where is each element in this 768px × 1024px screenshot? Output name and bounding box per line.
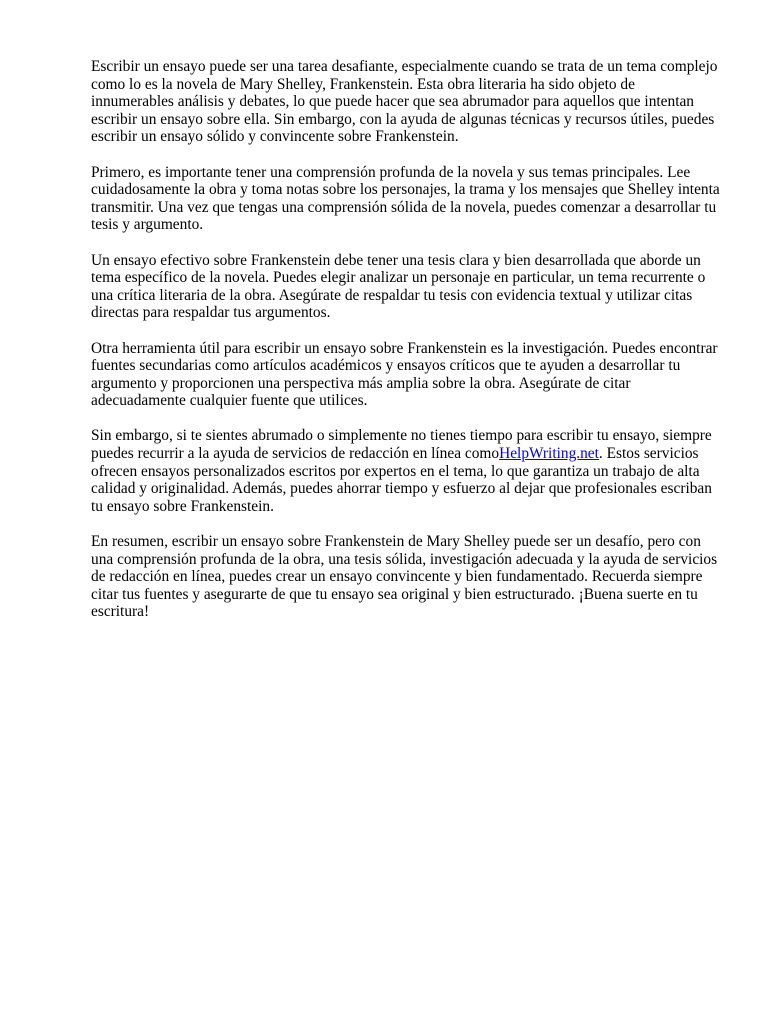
paragraph-3: Un ensayo efectivo sobre Frankenstein debe tener una tesis clara y bien desarrollada que aborde un tema específico de la novela. Puedes elegir analizar un personaje en particular, un tema recurrente o una crítica literaria de la obra. Asegúrate de respaldar tu tesis con evidencia textual y utilizar citas directas para respaldar tus argumentos. — [91, 251, 706, 322]
paragraph-4: Otra herramienta útil para escribir un ensayo sobre Frankenstein es la investigación. Puedes encontrar fuentes secundarias como artículos académicos y ensayos críticos que te ayuden a desarrollar tu argumento y proporcionen una perspectiva más amplia sobre la obra. Asegúrate de citar adecuadamente cualquier fuente que utilices. — [91, 339, 718, 410]
paragraph-5-text-after-link: . Estos servicios ofrecen ensayos personalizados escritos por expertos en el tema, lo que garantiza un trabajo de alta calidad y originalidad. Además, puedes ahorrar tiempo y esfuerzo al dejar que profesionales escriban tu ensayo sobre Frankenstein. — [91, 445, 712, 515]
helpwriting-link[interactable]: HelpWriting.net — [499, 445, 599, 463]
paragraph-5-text-before-link: Sin embargo, si te sientes abrumado o simplemente no tienes tiempo para escribir tu ensayo, siempre puedes recurrir a la ayuda de servicios de redacción en línea como — [91, 427, 712, 463]
paragraph-1: Escribir un ensayo puede ser una tarea desafiante, especialmente cuando se trata de un tema complejo como lo es la novela de Mary Shelley, Frankenstein. Esta obra literaria ha sido objeto de innumerables análisis y debates, lo que puede hacer que sea abrumador para aquellos que intentan escribir un ensayo sobre ella. Sin embargo, con la ayuda de algunas técnicas y recursos útiles, puedes escribir un ensayo sólido y convincente sobre Frankenstein. — [91, 58, 718, 146]
paragraph-5 — [91, 427, 720, 515]
paragraph-6: En resumen, escribir un ensayo sobre Frankenstein de Mary Shelley puede ser un desafío, pero con una comprensión profunda de la obra, una tesis sólida, investigación adecuada y la ayuda de servicios de redacción en línea, puedes crear un ensayo convincente y bien fundamentado. Recuerda siempre citar tus fuentes y asegurarte de que tu ensayo sea original y bien estructurado. ¡Buena suerte en tu escritura! — [91, 533, 718, 621]
paragraph-2: Primero, es importante tener una comprensión profunda de la novela y sus temas principales. Lee cuidadosamente la obra y toma notas sobre los personajes, la trama y los mensajes que Shelley intenta transmitir. Una vez que tengas una comprensión sólida de la novela, puedes comenzar a desarrollar tu tesis y argumento. — [91, 163, 720, 234]
